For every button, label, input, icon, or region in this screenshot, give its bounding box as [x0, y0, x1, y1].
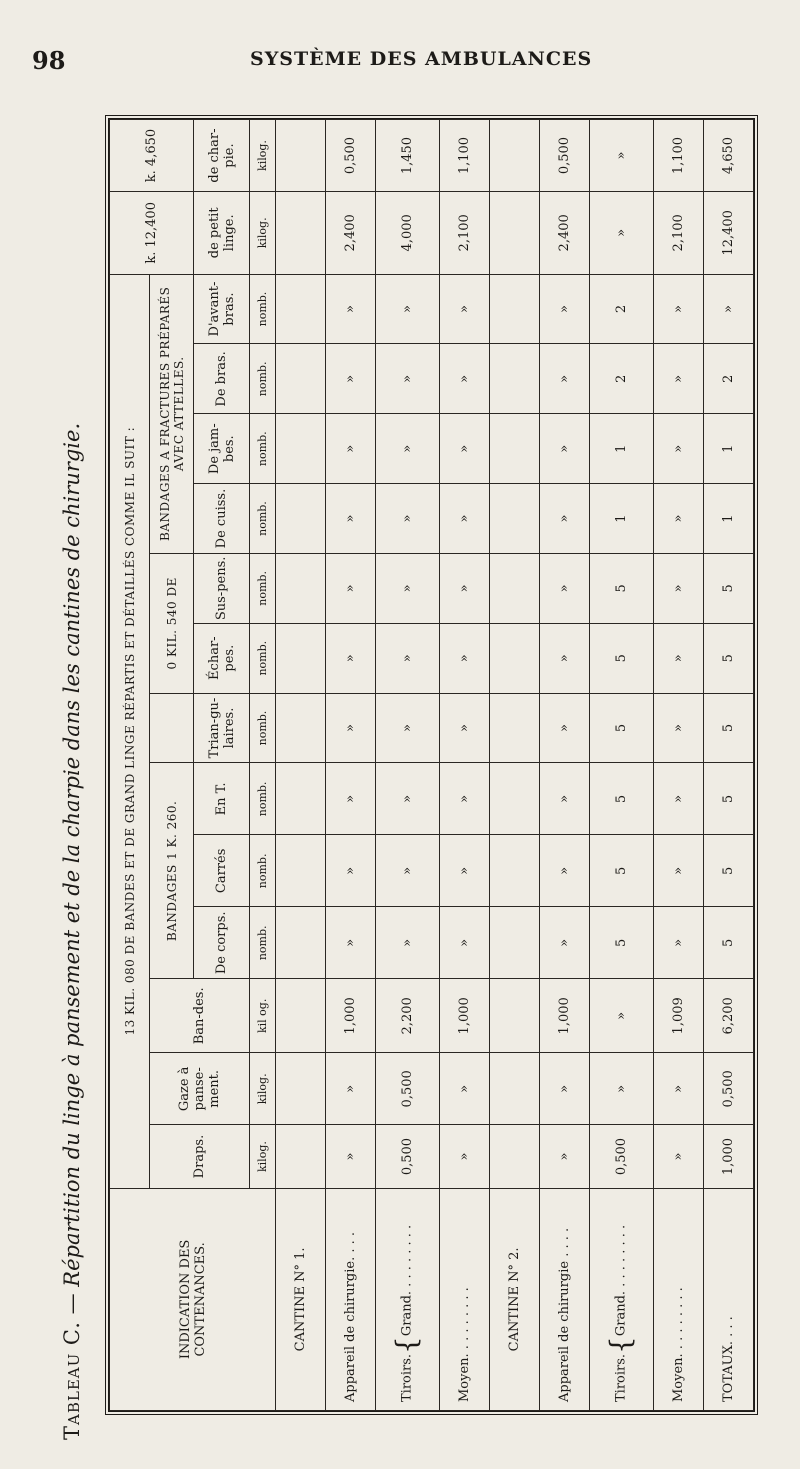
- section-label: CANTINE N° 2.: [489, 1188, 539, 1410]
- value-cell: [489, 120, 539, 192]
- value-cell: »: [539, 1053, 589, 1125]
- table-row: [439, 120, 489, 1411]
- value-cell: [489, 553, 539, 623]
- value-cell: »: [439, 484, 489, 554]
- value-cell: »: [589, 192, 653, 275]
- value-cell: »: [326, 763, 376, 835]
- header-suspensoirs: Sus-pens.: [194, 553, 250, 623]
- value-cell: »: [376, 553, 440, 623]
- value-cell: 0,500: [376, 1053, 440, 1125]
- value-cell: »: [326, 907, 376, 979]
- value-cell: »: [439, 907, 489, 979]
- distribution-table: [105, 115, 758, 1415]
- row-label-cell: [589, 1188, 653, 1410]
- unit-cell: kilog.: [250, 1125, 276, 1188]
- unit-cell: nomb.: [250, 835, 276, 907]
- value-cell: [276, 907, 326, 979]
- value-cell: »: [376, 835, 440, 907]
- value-cell: »: [539, 907, 589, 979]
- value-cell: 2,100: [439, 192, 489, 275]
- value-cell: »: [326, 1125, 376, 1188]
- unit-cell: nomb.: [250, 484, 276, 554]
- value-cell: »: [439, 344, 489, 414]
- value-cell: 2,400: [326, 192, 376, 275]
- value-cell: »: [326, 623, 376, 693]
- value-cell: »: [589, 120, 653, 192]
- value-cell: 1: [703, 414, 753, 484]
- value-cell: »: [326, 835, 376, 907]
- value-cell: [489, 907, 539, 979]
- value-cell: 2: [589, 344, 653, 414]
- value-cell: »: [539, 835, 589, 907]
- row-label: Grand. . . . . . . . .: [613, 1224, 629, 1337]
- value-cell: 0,500: [539, 120, 589, 192]
- value-cell: 5: [703, 763, 753, 835]
- row-label-cell: [653, 1188, 703, 1410]
- caption-text: Répartition du linge à pansement et de la charpie dans les cantines de chirurgie.: [60, 422, 84, 1287]
- header-indication: INDICATION DES CONTENANCES.: [110, 1188, 276, 1410]
- value-cell: 1: [589, 414, 653, 484]
- value-cell: [276, 1053, 326, 1125]
- value-cell: 2: [589, 274, 653, 344]
- value-cell: [489, 1125, 539, 1188]
- value-cell: »: [376, 907, 440, 979]
- value-cell: »: [326, 693, 376, 763]
- value-cell: »: [653, 835, 703, 907]
- unit-cell: nomb.: [250, 623, 276, 693]
- value-cell: »: [439, 623, 489, 693]
- value-cell: »: [439, 1125, 489, 1188]
- value-cell: [276, 120, 326, 192]
- table-body: [276, 120, 754, 1411]
- header-de-bras: De bras.: [194, 344, 250, 414]
- value-cell: »: [653, 1053, 703, 1125]
- header-carres: Carrés: [194, 835, 250, 907]
- value-cell: »: [376, 763, 440, 835]
- value-cell: »: [653, 693, 703, 763]
- value-cell: »: [539, 484, 589, 554]
- running-title: SYSTÈME DES AMBULANCES: [250, 48, 593, 70]
- unit-cell: nomb.: [250, 414, 276, 484]
- value-cell: 2,200: [376, 979, 440, 1053]
- row-label: Moyen. . . . . . . . .: [670, 1287, 686, 1402]
- unit-cell: nomb.: [250, 907, 276, 979]
- value-cell: »: [653, 484, 703, 554]
- value-cell: »: [589, 979, 653, 1053]
- value-cell: »: [439, 414, 489, 484]
- header-de-corps: De corps.: [194, 907, 250, 979]
- value-cell: 1,450: [376, 120, 440, 192]
- value-cell: [276, 763, 326, 835]
- value-cell: 5: [589, 623, 653, 693]
- value-cell: [489, 344, 539, 414]
- value-cell: 0,500: [703, 1053, 753, 1125]
- value-cell: »: [653, 763, 703, 835]
- value-cell: »: [439, 1053, 489, 1125]
- value-cell: »: [539, 763, 589, 835]
- header-en-t: En T.: [194, 763, 250, 835]
- value-cell: »: [539, 344, 589, 414]
- value-cell: [276, 344, 326, 414]
- value-cell: [489, 979, 539, 1053]
- value-cell: 5: [703, 623, 753, 693]
- header-petit-linge: de petit linge.: [194, 192, 250, 275]
- value-cell: 5: [589, 907, 653, 979]
- value-cell: »: [653, 414, 703, 484]
- value-cell: 5: [589, 693, 653, 763]
- header-triangulaires: Trian-gu-laires.: [194, 693, 250, 763]
- brace-icon: {: [604, 1336, 638, 1354]
- value-cell: 5: [589, 553, 653, 623]
- value-cell: 2,100: [653, 192, 703, 275]
- value-cell: »: [376, 344, 440, 414]
- rotated-table-stage: [60, 120, 760, 1440]
- value-cell: 1,000: [326, 979, 376, 1053]
- value-cell: »: [326, 484, 376, 554]
- value-cell: 1,000: [703, 1125, 753, 1188]
- value-cell: [489, 763, 539, 835]
- value-cell: [276, 979, 326, 1053]
- page-header: [0, 0, 800, 92]
- tiroirs-label: Tiroirs.: [399, 1353, 415, 1402]
- section-row: [489, 120, 539, 1411]
- header-group-main: 13 KIL. 080 DE BANDES ET DE GRAND LINGE RÉPARTIS ET DÉTAILLÉS COMME IL SUIT :: [110, 274, 150, 1188]
- row-label: Appareil de chirurgie. . . .: [343, 1232, 359, 1402]
- value-cell: 5: [703, 553, 753, 623]
- value-cell: [276, 484, 326, 554]
- value-cell: »: [326, 1053, 376, 1125]
- value-cell: 4,650: [703, 120, 753, 192]
- value-cell: »: [326, 344, 376, 414]
- value-cell: 4,000: [376, 192, 440, 275]
- row-label: Grand. . . . . . . . .: [399, 1224, 415, 1337]
- row-label: Moyen. . . . . . . . .: [456, 1287, 472, 1402]
- table-row: [326, 120, 376, 1411]
- value-cell: [276, 1125, 326, 1188]
- header-echarpes: Échar-pes.: [194, 623, 250, 693]
- row-label-cell: [703, 1188, 753, 1410]
- value-cell: [489, 835, 539, 907]
- caption-label: Tableau C.: [60, 1321, 84, 1440]
- value-cell: [489, 274, 539, 344]
- value-cell: »: [653, 623, 703, 693]
- value-cell: »: [376, 484, 440, 554]
- header-charpie: de char-pie.: [194, 120, 250, 192]
- value-cell: »: [589, 1053, 653, 1125]
- value-cell: »: [376, 623, 440, 693]
- table-caption: [60, 120, 100, 1440]
- value-cell: »: [539, 693, 589, 763]
- value-cell: 1,009: [653, 979, 703, 1053]
- value-cell: »: [539, 414, 589, 484]
- value-cell: 6,200: [703, 979, 753, 1053]
- header-de-cuiss: De cuiss.: [194, 484, 250, 554]
- value-cell: »: [439, 553, 489, 623]
- value-cell: »: [376, 274, 440, 344]
- unit-cell: nomb.: [250, 763, 276, 835]
- value-cell: [489, 484, 539, 554]
- value-cell: »: [439, 763, 489, 835]
- header-group-suspensoirs: 0 KIL. 540 DE: [150, 553, 194, 693]
- value-cell: 12,400: [703, 192, 753, 275]
- unit-cell: nomb.: [250, 344, 276, 414]
- value-cell: 2: [703, 344, 753, 414]
- value-cell: 5: [703, 835, 753, 907]
- value-cell: [489, 414, 539, 484]
- value-cell: »: [326, 414, 376, 484]
- table-row: [376, 120, 440, 1411]
- header-group-fractures: BANDAGES A FRACTURES PRÉPARÉS AVEC ATTELLES.: [150, 274, 194, 553]
- value-cell: »: [326, 274, 376, 344]
- section-label: CANTINE N° 1.: [276, 1188, 326, 1410]
- value-cell: 1,000: [539, 979, 589, 1053]
- value-cell: »: [376, 414, 440, 484]
- value-cell: »: [439, 835, 489, 907]
- table-row: [653, 120, 703, 1411]
- value-cell: [489, 623, 539, 693]
- header-charpie-total: k. 4,650: [110, 120, 194, 192]
- value-cell: »: [539, 274, 589, 344]
- value-cell: »: [439, 274, 489, 344]
- value-cell: »: [376, 693, 440, 763]
- value-cell: 1: [703, 484, 753, 554]
- value-cell: [276, 192, 326, 275]
- header-petit-linge-total: k. 12,400: [110, 192, 194, 275]
- header-draps: Draps.: [150, 1125, 250, 1188]
- value-cell: »: [539, 553, 589, 623]
- value-cell: »: [703, 274, 753, 344]
- value-cell: 1,100: [439, 120, 489, 192]
- value-cell: 1: [589, 484, 653, 554]
- table-row: [589, 120, 653, 1411]
- value-cell: 1,100: [653, 120, 703, 192]
- brace-icon: {: [390, 1336, 424, 1354]
- value-cell: [276, 693, 326, 763]
- value-cell: »: [326, 553, 376, 623]
- value-cell: »: [439, 693, 489, 763]
- value-cell: »: [653, 344, 703, 414]
- value-cell: 5: [589, 763, 653, 835]
- totals-row: [703, 120, 753, 1411]
- value-cell: [276, 623, 326, 693]
- row-label-cell: [539, 1188, 589, 1410]
- value-cell: [276, 414, 326, 484]
- header-avant-bras: D'avant-bras.: [194, 274, 250, 344]
- row-label-cell: [376, 1188, 440, 1410]
- unit-cell: kilog.: [250, 1053, 276, 1125]
- value-cell: [489, 1053, 539, 1125]
- value-cell: 5: [703, 693, 753, 763]
- value-cell: 0,500: [326, 120, 376, 192]
- section-row: [276, 120, 326, 1411]
- caption-dash: —: [60, 1293, 84, 1315]
- header-group-bandages: BANDAGES 1 K. 260.: [150, 763, 194, 979]
- value-cell: »: [653, 553, 703, 623]
- row-label: Appareil de chirurgie . . . .: [556, 1227, 572, 1402]
- value-cell: »: [653, 907, 703, 979]
- unit-cell: nomb.: [250, 693, 276, 763]
- value-cell: »: [539, 1125, 589, 1188]
- row-label-cell: [326, 1188, 376, 1410]
- unit-cell: kilog.: [250, 120, 276, 192]
- value-cell: 5: [703, 907, 753, 979]
- value-cell: 0,500: [376, 1125, 440, 1188]
- value-cell: »: [653, 274, 703, 344]
- row-label-cell: [439, 1188, 489, 1410]
- value-cell: [489, 192, 539, 275]
- unit-cell: kil og.: [250, 979, 276, 1053]
- table-row: [539, 120, 589, 1411]
- row-label: TOTAUX. . . .: [720, 1316, 736, 1402]
- value-cell: 1,000: [439, 979, 489, 1053]
- header-de-jambes: De jam-bes.: [194, 414, 250, 484]
- value-cell: [276, 274, 326, 344]
- unit-cell: nomb.: [250, 274, 276, 344]
- tiroirs-label: Tiroirs.: [613, 1353, 629, 1402]
- value-cell: 0,500: [589, 1125, 653, 1188]
- value-cell: »: [653, 1125, 703, 1188]
- table-grid: [109, 119, 754, 1411]
- unit-cell: kilog.: [250, 192, 276, 275]
- value-cell: [489, 693, 539, 763]
- unit-cell: nomb.: [250, 553, 276, 623]
- page-number: 98: [32, 46, 66, 75]
- value-cell: [276, 835, 326, 907]
- value-cell: »: [539, 623, 589, 693]
- header-bandes: Ban-des.: [150, 979, 250, 1053]
- header-gaze: Gaze à panse-ment.: [150, 1053, 250, 1125]
- value-cell: 5: [589, 835, 653, 907]
- value-cell: 2,400: [539, 192, 589, 275]
- value-cell: [276, 553, 326, 623]
